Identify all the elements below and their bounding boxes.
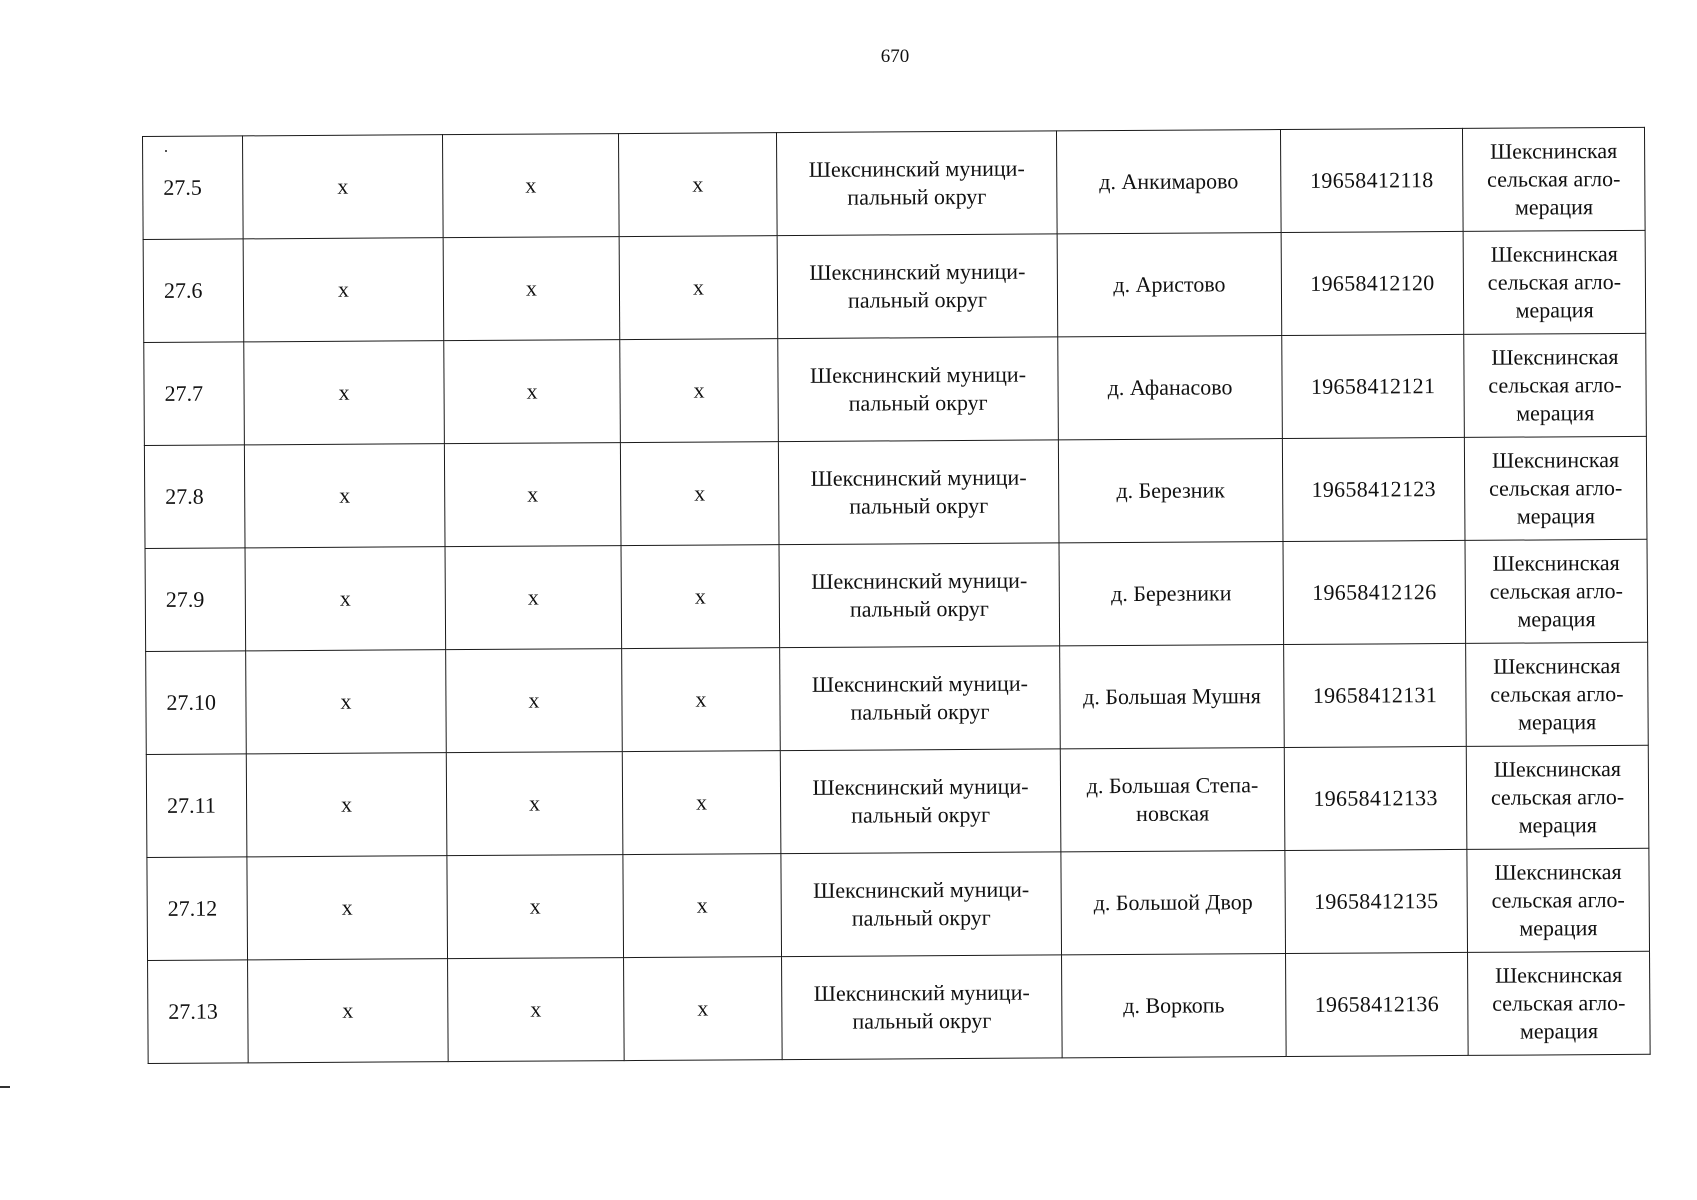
table-row — [143, 127, 1646, 239]
mark-cell: х — [447, 855, 624, 959]
agglomeration-cell: Шекснинская сельская агло- мерация — [1463, 230, 1646, 334]
mark-cell: х — [443, 237, 620, 341]
district-cell: Шекснинский муници- пальный округ — [781, 852, 1062, 957]
mark-cell: х — [244, 341, 445, 445]
settlement-cell: д. Большая Степа- новская — [1060, 748, 1285, 852]
mark-cell: х — [618, 133, 777, 237]
table-row — [146, 745, 1649, 857]
district-cell: Шекснинский муници- пальный округ — [778, 337, 1059, 442]
row-number-cell: 27.11 — [146, 754, 247, 858]
row-number-cell: 27.10 — [146, 651, 247, 755]
mark-cell: х — [446, 649, 623, 753]
oktmo-code-cell: 19658412126 — [1283, 540, 1466, 644]
row-number-cell: 27.12 — [147, 857, 248, 961]
settlement-cell: д. Аристово — [1057, 233, 1282, 337]
mark-cell: х — [244, 444, 445, 548]
row-number-cell: 27.6 — [143, 239, 244, 343]
agglomeration-cell: Шекснинская сельская агло- мерация — [1466, 745, 1649, 849]
row-number-cell: 27.7 — [144, 342, 245, 446]
table-row — [143, 230, 1646, 342]
registry-table-container — [142, 127, 1650, 1064]
table-row — [148, 951, 1651, 1063]
agglomeration-cell: Шекснинская сельская агло- мерация — [1466, 642, 1649, 746]
mark-cell: х — [620, 442, 779, 546]
settlement-cell: д. Березник — [1058, 439, 1283, 543]
mark-cell: х — [620, 339, 779, 443]
table-row — [146, 642, 1649, 754]
mark-cell: х — [446, 752, 623, 856]
mark-cell: х — [247, 856, 448, 960]
agglomeration-cell: Шекснинская сельская агло- мерация — [1462, 127, 1645, 231]
mark-cell: х — [246, 753, 447, 857]
mark-cell: х — [243, 135, 444, 239]
row-number-cell: 27.13 — [148, 960, 249, 1064]
oktmo-code-cell: 19658412135 — [1285, 849, 1468, 953]
registry-table — [142, 127, 1651, 1064]
oktmo-code-cell: 19658412136 — [1286, 952, 1469, 1056]
settlement-cell: д. Анкимарово — [1056, 130, 1281, 234]
district-cell: Шекснинский муници- пальный округ — [782, 955, 1063, 1060]
settlement-cell: д. Березники — [1059, 542, 1284, 646]
table-body — [143, 127, 1651, 1063]
district-cell: Шекснинский муници- пальный округ — [780, 749, 1061, 854]
agglomeration-cell: Шекснинская сельская агло- мерация — [1464, 333, 1647, 437]
agglomeration-cell: Шекснинская сельская агло- мерация — [1465, 539, 1648, 643]
settlement-cell: д. Большой Двор — [1061, 851, 1286, 955]
oktmo-code-cell: 19658412121 — [1282, 334, 1465, 438]
agglomeration-cell: Шекснинская сельская агло- мерация — [1468, 951, 1651, 1055]
district-cell: Шекснинский муници- пальный округ — [778, 440, 1059, 545]
settlement-cell: д. Афанасово — [1058, 336, 1283, 440]
agglomeration-cell: Шекснинская сельская агло- мерация — [1464, 436, 1647, 540]
table-row — [144, 436, 1647, 548]
mark-cell: х — [246, 650, 447, 754]
page-number: 670 — [880, 46, 910, 67]
mark-cell: х — [445, 546, 622, 650]
mark-cell: х — [243, 238, 444, 342]
oktmo-code-cell: 19658412133 — [1284, 746, 1467, 850]
mark-cell: х — [622, 648, 781, 752]
settlement-cell: д. Большая Мушня — [1060, 645, 1285, 749]
mark-cell: х — [624, 957, 783, 1061]
margin-mark — [0, 1086, 10, 1088]
settlement-cell: д. Воркопь — [1062, 954, 1287, 1058]
district-cell: Шекснинский муници- пальный округ — [777, 234, 1058, 339]
mark-cell: х — [619, 236, 778, 340]
district-cell: Шекснинский муници- пальный округ — [779, 543, 1060, 648]
mark-cell: х — [448, 958, 625, 1062]
mark-cell: х — [444, 443, 621, 547]
agglomeration-cell: Шекснинская сельская агло- мерация — [1467, 848, 1650, 952]
oktmo-code-cell: 19658412120 — [1281, 231, 1464, 335]
oktmo-code-cell: 19658412131 — [1284, 643, 1467, 747]
row-number-cell: 27.8 — [144, 445, 245, 549]
table-row — [147, 848, 1650, 960]
table-row — [145, 539, 1648, 651]
row-number-cell: 27.9 — [145, 548, 246, 652]
table-row — [144, 333, 1647, 445]
mark-cell: х — [245, 547, 446, 651]
mark-cell: х — [442, 134, 619, 238]
mark-cell: х — [621, 545, 780, 649]
mark-cell: х — [623, 854, 782, 958]
mark-cell: х — [444, 340, 621, 444]
row-number-cell: 27.5 — [143, 136, 244, 240]
mark-cell: х — [248, 959, 449, 1063]
oktmo-code-cell: 19658412118 — [1280, 128, 1463, 232]
district-cell: Шекснинский муници- пальный округ — [780, 646, 1061, 751]
mark-cell: х — [622, 751, 781, 855]
district-cell: Шекснинский муници- пальный округ — [776, 131, 1057, 236]
oktmo-code-cell: 19658412123 — [1282, 437, 1465, 541]
